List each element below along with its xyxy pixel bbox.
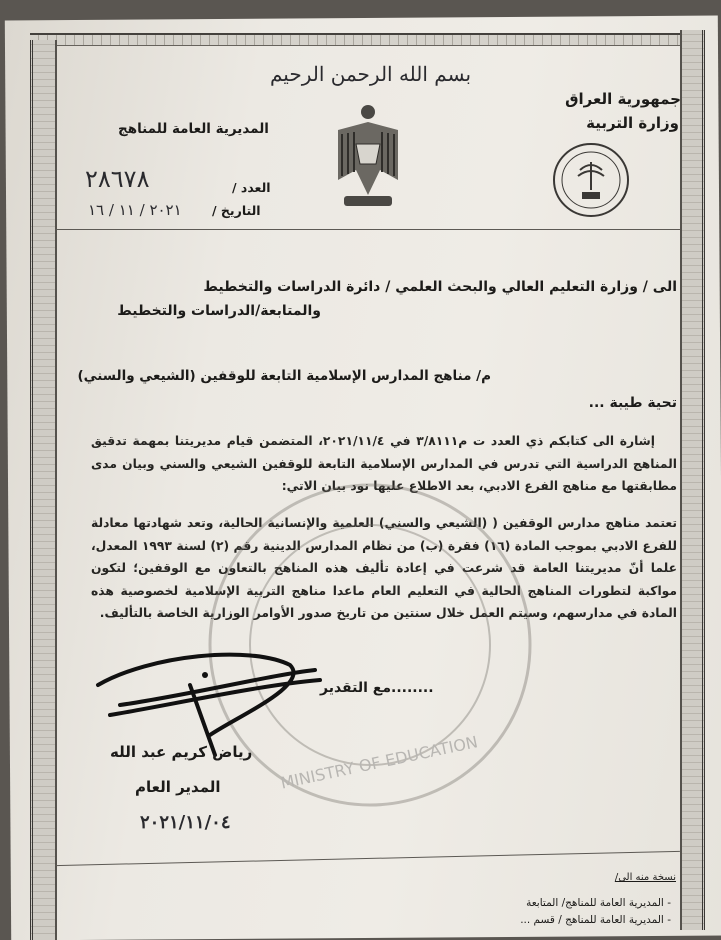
addressee-line-1: الى / وزارة التعليم العالي والبحث العلمي / دائرة الدراسات والتخطيط [203, 279, 677, 295]
basmala: بسم الله الرحمن الرحيم [270, 62, 472, 86]
iraq-eagle-emblem-icon [328, 100, 408, 212]
issue-date: ٢٠٢١ / ١١ / ١٦ [88, 201, 182, 219]
number-label: العدد / [232, 180, 271, 195]
directorate-name: المديرية العامة للمناهج [118, 121, 269, 137]
date-label: التاريخ / [212, 203, 261, 218]
ministry-seal-icon [550, 140, 632, 220]
greeting: تحية طيبة ... [588, 395, 677, 411]
copy-item-text: المديرية العامة للمناهج / قسم ... [520, 914, 664, 926]
header-divider [55, 229, 680, 230]
copies-heading: نسخة منه الى/ [614, 872, 676, 883]
signatory-title: المدير العام [135, 778, 221, 796]
signature-date: ٢٠٢١/١١/٠٤ [140, 812, 231, 833]
copy-item: - المديرية العامة للمناهج/ المتابعة [526, 897, 671, 909]
copy-item: - المديرية العامة للمناهج / قسم ... [520, 914, 671, 926]
country-name: جمهورية العراق [565, 90, 681, 108]
stamp-text: MINISTRY OF EDUCATION [278, 732, 480, 793]
border-right [680, 30, 705, 930]
body-paragraph-2: تعتمد مناهج مدارس الوقفين ( (الشيعي والسني) العلمية والإنسانية الحالية، وتعد شهادتها معادلة للفرع الادبي بموجب المادة (١٦) فقرة (ب) من نظام المدارس الدينية رقم (٢) لسنة ١٩٩٣ المعدل، علما أنّ مديريتنا العامة قد شرعت في إعادة تأليف هذه المناهج بالتعاون مع الوقفين؛ لتكون مواكبة لتطورات المناهج الحالية في التعليم العام ماعدا مناهج التربية الإسلامية لخصوصية هذه المادة في مدارسهم، وسيتم العمل خلال سنتين من تاريخ صدور الأوامر الوزارية الخاصة بالتأليف. [91, 516, 677, 620]
copy-item-text: المديرية العامة للمناهج/ المتابعة [526, 897, 664, 909]
border-top [30, 33, 700, 46]
reference-number: ٢٨٦٧٨ [85, 165, 150, 193]
signatory-name: رياض كريم عبد الله [110, 743, 253, 761]
body-paragraph-1: إشارة الى كتابكم ذي العدد ت م٣/٨١١١ في ٢٠٢١/١١/٤، المتضمن قيام مديريتنا بمهمة تدقيق المناهج الدراسية التي تدرس في المدارس الإسلامية التابعة للوقفين الشيعي والسني وبيان مدى مطابقتها مع مناهج الفرع الادبي، بعد الاطلاع عليها نود بيان الاتي: [91, 434, 677, 493]
subject-line: م/ مناهج المدارس الإسلامية التابعة للوقفين (الشيعي والسني) [77, 368, 491, 384]
closing: ........مع التقدير [320, 680, 434, 696]
addressee-line-2: والمتابعة/الدراسات والتخطيط [117, 303, 321, 319]
border-left [30, 40, 57, 940]
ministry-name: وزارة التربية [586, 114, 679, 132]
